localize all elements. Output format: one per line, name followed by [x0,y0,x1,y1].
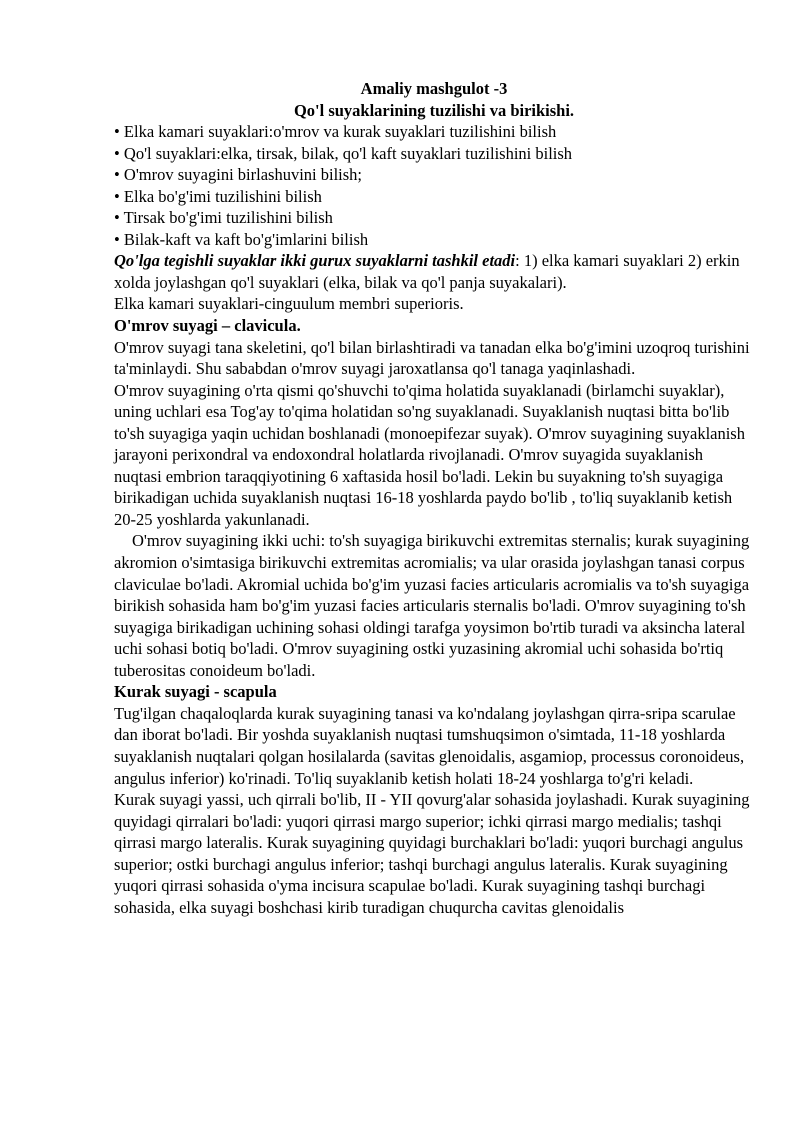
clavicle-heading: O'mrov suyagi – clavicula. [114,316,301,336]
list-item: • O'mrov suyagini birlashuvini bilish; [114,165,362,185]
clavicle-paragraph-1: O'mrov suyagi tana skeletini, qo'l bilan birlashtiradi va tanadan elka bo'g'imini uzoqroq turishini ta'minlaydi. Shu sababdan o'mrov suyagi jaroxatlansa qo'l tanaga yaqinlashadi. [114,337,750,379]
list-item: • Elka bo'g'imi tuzilishini bilish [114,186,322,206]
intro-paragraph [114,250,754,293]
scapula-heading: Kurak suyagi - scapula [114,682,277,702]
clavicle-paragraph-3: O'mrov suyagining ikki uchi: to'sh suyagiga birikuvchi extremitas sternalis; kurak suyagining akromion o'simtasiga birikuvchi extremitas acromialis; va ular orasida joylashgan tanasi corpus claviculae bo'ladi. Akromial uchida bo'g'im yuzasi facies articularis acromialis va to'sh suyagiga birikish sohasida ham bo'g'im yuzasi facies articularis sternalis bo'ladi. O'mrov suyagining to'sh suyagiga birikadigan uchining sohasi oldingi tarafga yoysimon bo'rtib turadi va aksincha lateral uchi sohasi botiq bo'ladi. O'mrov suyagining ostki yuzasining akromial uchi sohasida bo'rtiq tuberositas conoideum bo'ladi. [114,531,750,680]
intro-rest: : 1) elka kamari suyaklari 2) erkin xolda joylashgan qo'l suyaklari (elka, bilak va qo'l panja suyakalari). [114,251,740,292]
document-title: Amaliy mashgulot -3 [360,79,508,98]
scapula-paragraph-1: Tug'ilgan chaqaloqlarda kurak suyagining tanasi va ko'ndalang joylashgan qirra-sripa scarulae dan iborat bo'ladi. Bir yoshda suyaklanish nuqtasi tumshuqsimon o'simtada, 11-18 yoshlarda suyaklanish nuqtalari qolgan hosilalarda (savitas glenoidalis, asgamiop, processus coronoideus, angulus inferior) ko'rinadi. To'liq suyaklanib ketish holati 18-24 yoshlarga to'g'ri keladi. [114,703,745,788]
list-item: • Tirsak bo'g'imi tuzilishini bilish [114,208,333,228]
scapula-paragraph-2: Kurak suyagi yassi, uch qirrali bo'lib, II - YII qovurg'alar sohasida joylashadi. Kurak suyagining quyidagi qirralari bo'ladi: yuqori qirrasi margo superior; ichki qirrasi margo medialis; tashqi qirrasi margo lateralis. Kurak suyagining quyidagi burchaklari bo'ladi: yuqori burchagi angulus superior; ostki burchagi angulus inferior; tashqi burchagi angulus lateralis. Kurak suyagining yuqori qirrasi sohasida o'yma incisura scapulae bo'ladi. Kurak suyagining tashqi burchagi sohasida, elka suyagi boshchasi kirib turadigan chuqurcha cavitas glenoidalis [114,790,750,917]
document-page [114,78,754,918]
clavicle-paragraph-2: O'mrov suyagining o'rta qismi qo'shuvchi to'qima holatida suyaklanadi (birlamchi suyaklar), uning uchlari esa Tog'ay to'qima holatidan so'ng suyaklanadi. Suyaklanish nuqtasi bitta bo'lib to'sh suyagiga yaqin uchidan boshlanadi (monoepifezar suyak). O'mrov suyagining suyaklanish jarayoni perixondral va endoxondral holatlarda rivojlanadi. O'mrov suyagida suyaklanish nuqtasi embrion taraqqiyotining 6 xaftasida hosil bo'ladi. Lekin bu suyakning to'sh suyagiga birikadigan uchida suyaklanish nuqtasi 16-18 yoshlarda paydo bo'lib , to'liq suyaklanib ketish 20-25 yoshlarda yakunlanadi. [114,380,745,529]
list-item: • Bilak-kaft va kaft bo'g'imlarini bilish [114,229,369,249]
objectives-list [114,121,754,250]
list-item: • Qo'l suyaklari:elka, tirsak, bilak, qo'l kaft suyaklari tuzilishini bilish [114,143,573,163]
list-item: • Elka kamari suyaklari:o'mrov va kurak suyaklari tuzilishini bilish [114,122,557,142]
document-subtitle: Qo'l suyaklarining tuzilishi va birikishi. [293,100,575,120]
intro-lead: Qo'lga tegishli suyaklar ikki gurux suyaklarni tashkil etadi [114,251,516,271]
shoulder-girdle-line: Elka kamari suyaklari-cinguulum membri superioris. [114,294,464,314]
